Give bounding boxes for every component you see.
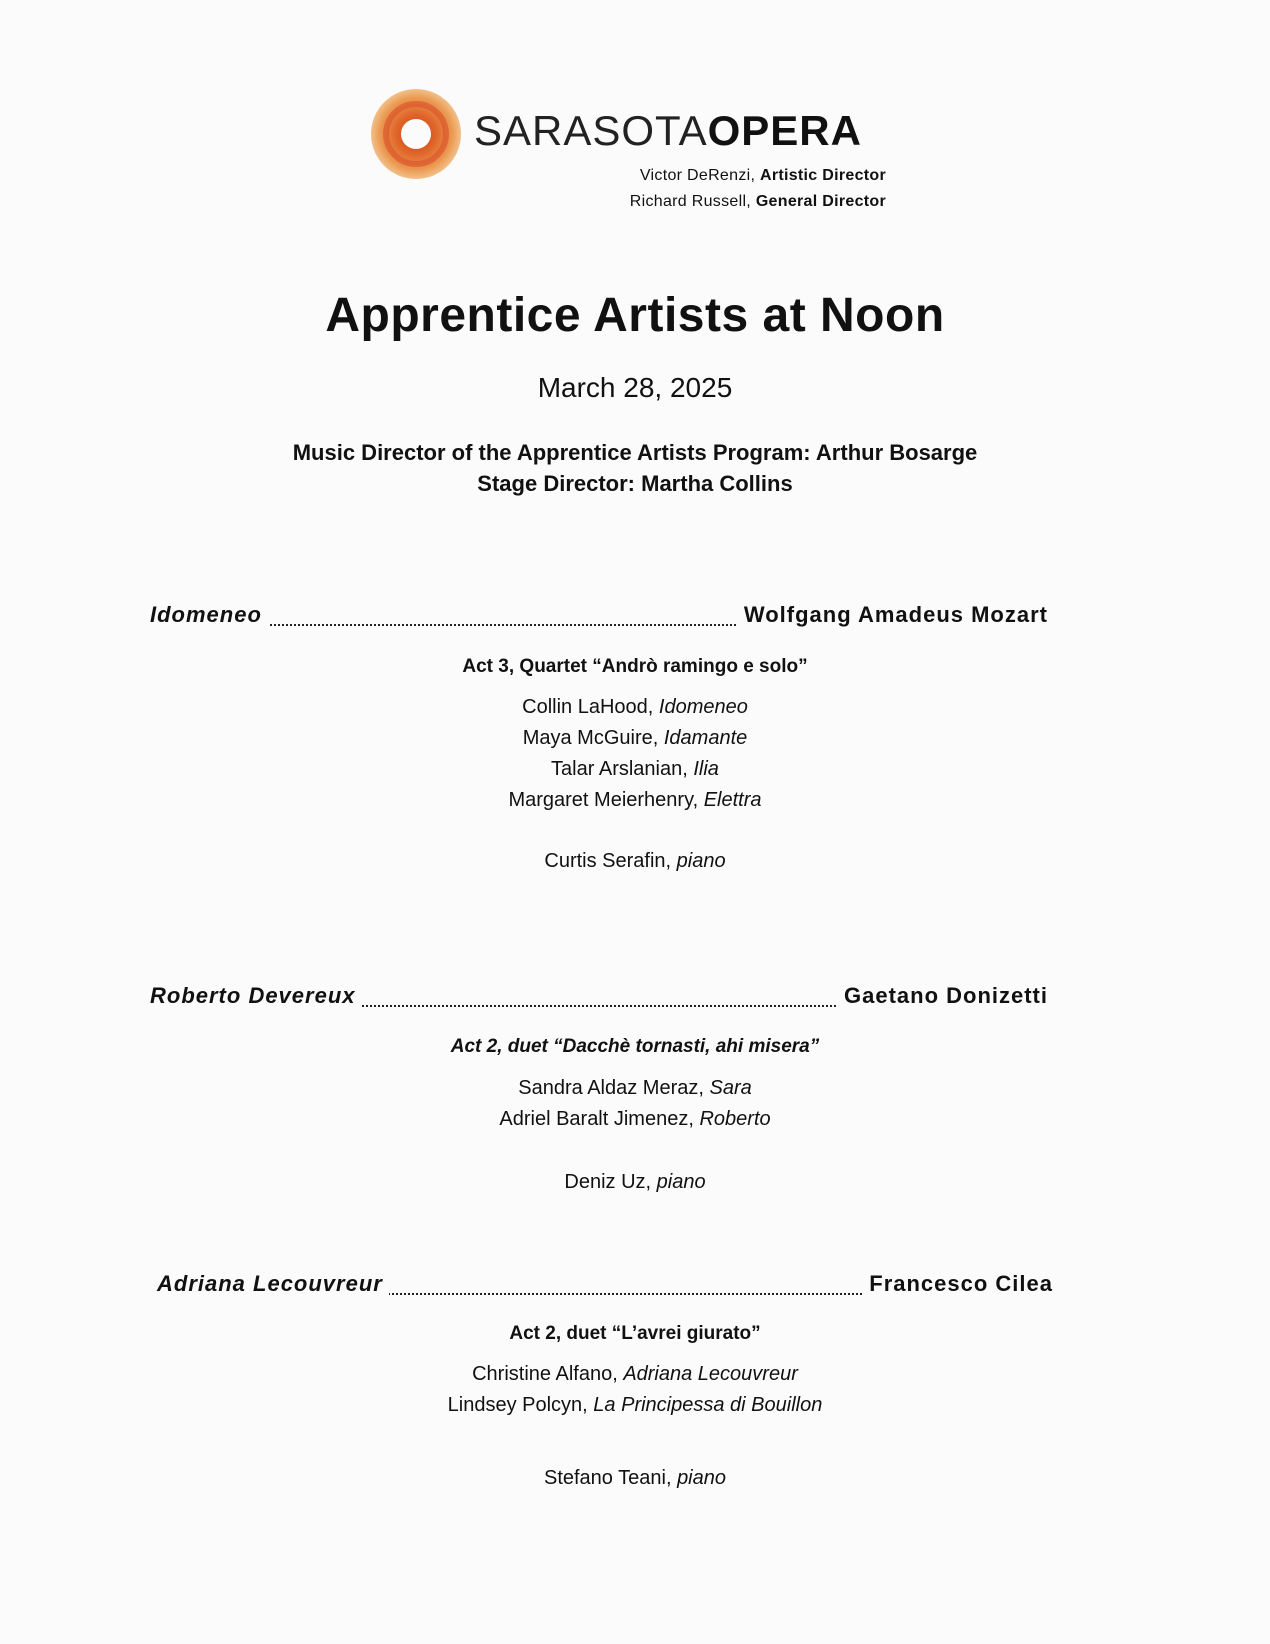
sarasota-opera-logo <box>370 88 890 218</box>
program-item-heading <box>157 1271 1053 1301</box>
pianist-line <box>0 1171 1270 1194</box>
composer-name: Gaetano Donizetti <box>838 983 1048 1009</box>
performer-role: Idomeneo <box>658 696 748 718</box>
page-title: Apprentice Artists at Noon <box>325 289 945 342</box>
performer-name: Maya McGuire, <box>522 727 659 749</box>
performer-name: Collin LaHood, <box>522 696 654 718</box>
performer-line <box>0 727 1270 750</box>
performer-name: Margaret Meierhenry, <box>508 789 699 811</box>
stage-director-credit: Stage Director: Martha Collins <box>477 471 793 496</box>
performer-line <box>0 758 1270 781</box>
event-date: March 28, 2025 <box>537 372 733 403</box>
general-director-line <box>630 193 886 211</box>
logo-wordmark <box>474 107 862 154</box>
performer-role: Sara <box>709 1077 752 1099</box>
artistic-director-line <box>640 167 886 185</box>
music-director-credit: Music Director of the Apprentice Artists Program: Arthur Bosarge <box>292 440 978 465</box>
opera-title: Idomeneo <box>150 602 268 628</box>
opera-title: Roberto Devereux <box>150 983 362 1009</box>
performer-line <box>0 696 1270 719</box>
performer-line <box>0 1363 1270 1386</box>
pianist-name: Deniz Uz, <box>564 1171 652 1193</box>
pianist-line <box>0 1467 1270 1490</box>
opera-title: Adriana Lecouvreur <box>157 1271 389 1297</box>
excerpt-title: Act 2, duet “Dacchè tornasti, ahi misera” <box>450 1036 820 1057</box>
performer-role: Ilia <box>693 758 719 780</box>
director-role: Artistic Director <box>759 167 886 184</box>
performer-line <box>0 1394 1270 1417</box>
performer-line <box>0 1077 1270 1100</box>
logo-wordmark-light: SARASOTA <box>474 107 708 154</box>
pianist-role: piano <box>676 850 726 872</box>
director-name: Richard Russell, <box>629 193 752 210</box>
performer-name: Talar Arslanian, <box>551 758 688 780</box>
excerpt-title: Act 3, Quartet “Andrò ramingo e solo” <box>462 656 808 677</box>
performer-role: Roberto <box>699 1108 771 1130</box>
pianist-name: Curtis Serafin, <box>544 850 672 872</box>
performer-name: Christine Alfano, <box>472 1363 618 1385</box>
performer-role: Idamante <box>663 727 748 749</box>
composer-name: Wolfgang Amadeus Mozart <box>738 602 1048 628</box>
pianist-role: piano <box>656 1171 706 1193</box>
director-name: Victor DeRenzi, <box>639 167 756 184</box>
excerpt-title: Act 2, duet “L’avrei giurato” <box>509 1323 761 1344</box>
performer-line <box>0 789 1270 812</box>
pianist-role: piano <box>677 1467 726 1489</box>
performer-line <box>0 1108 1270 1131</box>
logo-ring-icon <box>370 88 462 180</box>
program-item-heading <box>150 602 1048 632</box>
director-role: General Director <box>755 193 886 210</box>
performer-role: Elettra <box>703 789 762 811</box>
performer-role: Adriana Lecouvreur <box>623 1363 798 1385</box>
program-item-heading <box>150 983 1048 1013</box>
pianist-name: Stefano Teani, <box>543 1467 672 1489</box>
pianist-line <box>0 850 1270 873</box>
logo-wordmark-bold: OPERA <box>707 107 862 154</box>
performer-role: La Principessa di Bouillon <box>593 1394 823 1416</box>
performer-name: Lindsey Polcyn, <box>447 1394 588 1416</box>
composer-name: Francesco Cilea <box>863 1271 1053 1297</box>
performer-name: Adriel Baralt Jimenez, <box>499 1108 694 1130</box>
performer-name: Sandra Aldaz Meraz, <box>518 1077 704 1099</box>
